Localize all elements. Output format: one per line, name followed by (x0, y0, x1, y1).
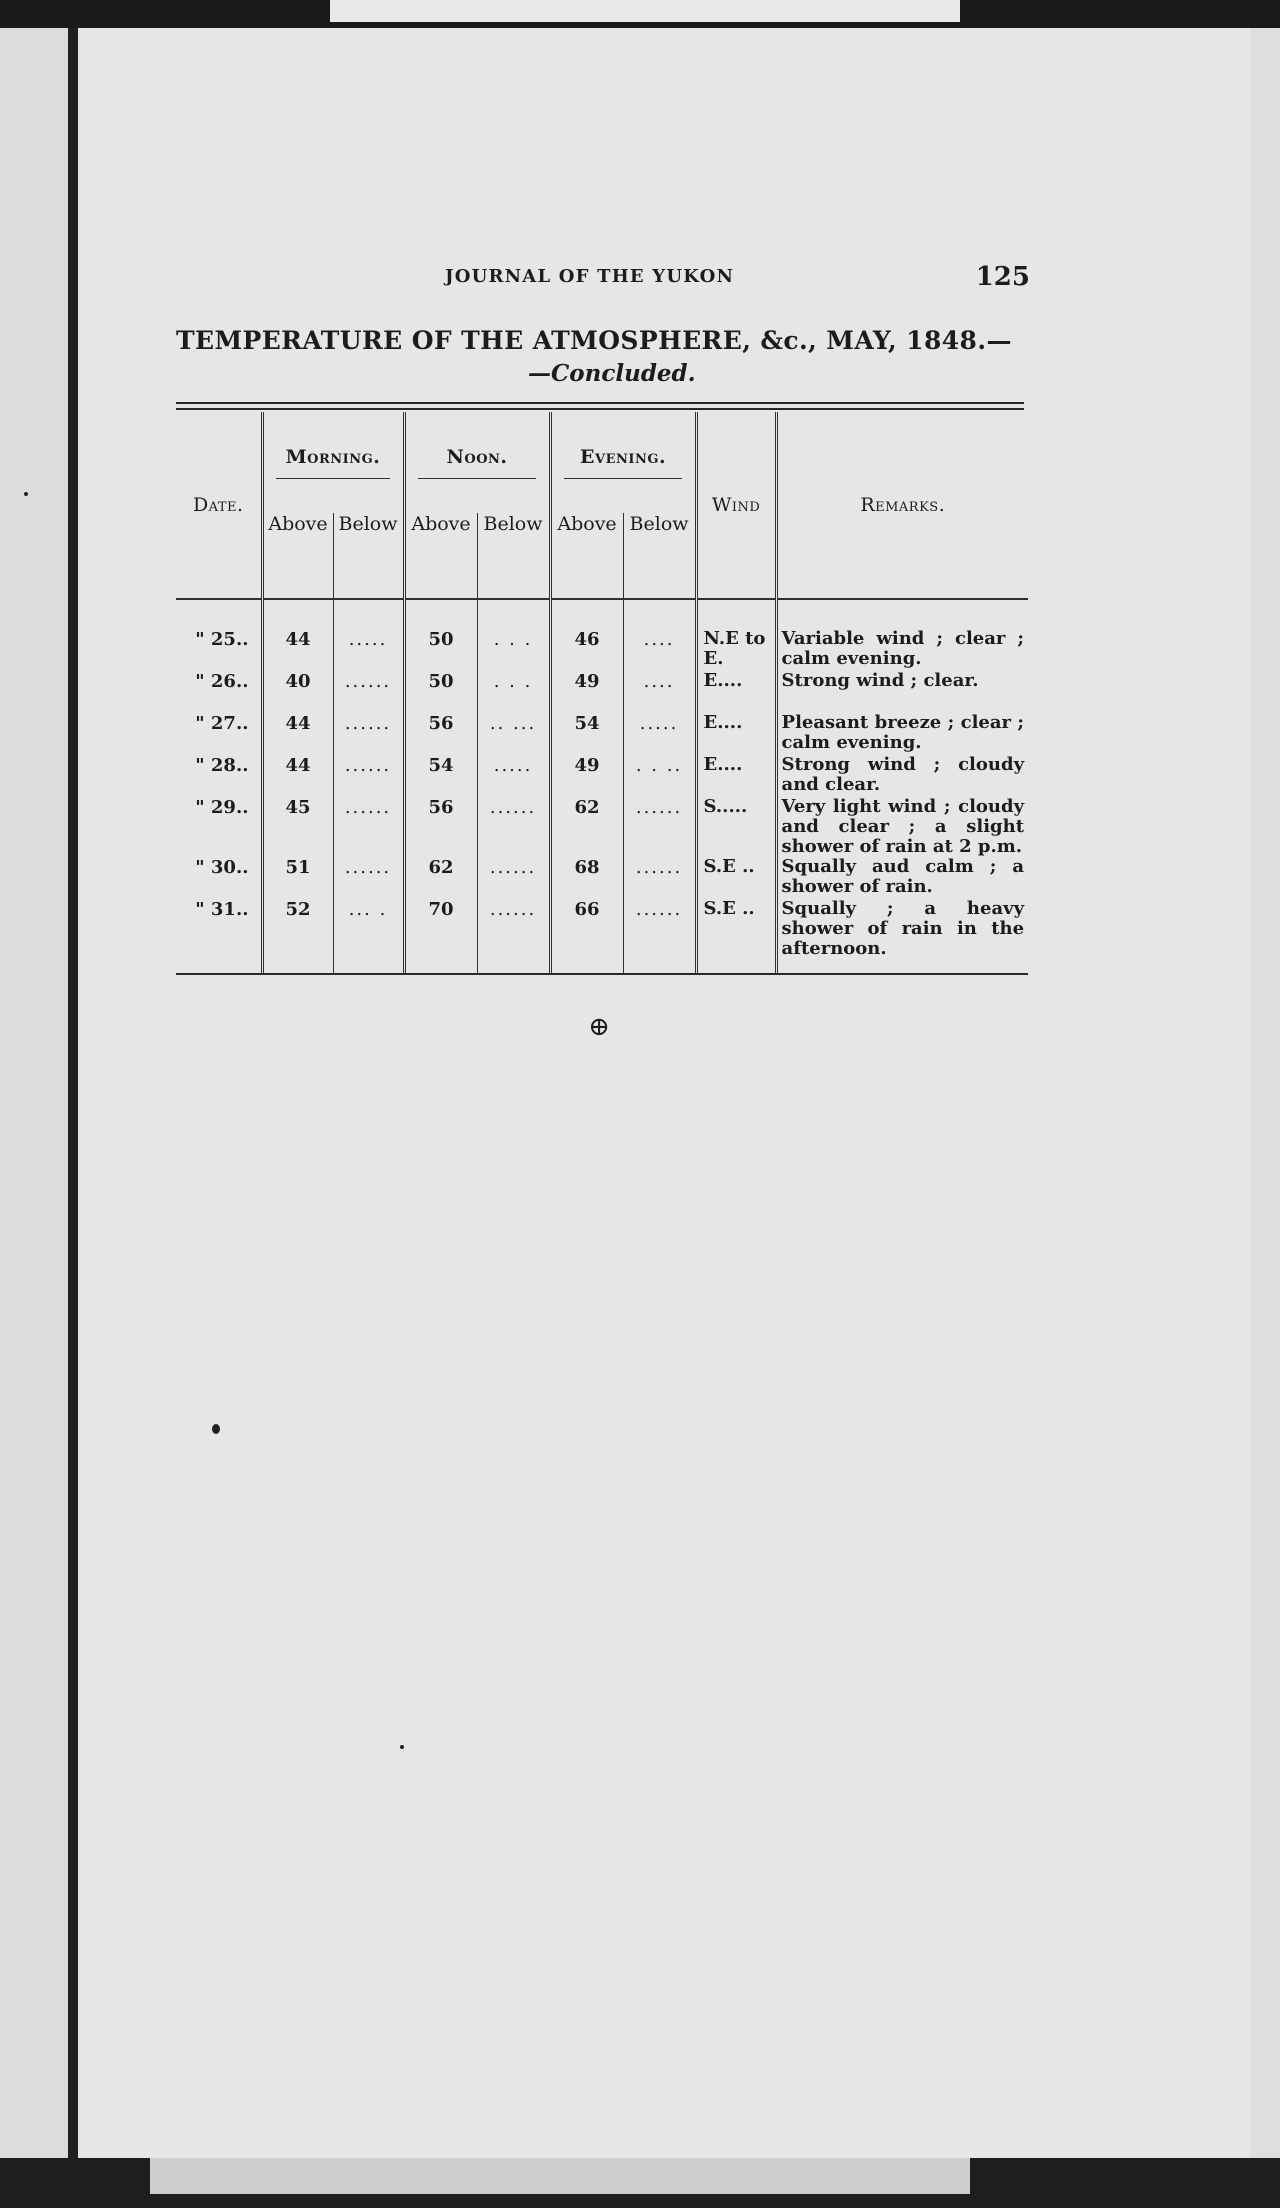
remarks-cell: Pleasant breeze ; clear ; calm evening. (776, 713, 1028, 755)
morning-header-label: Morning. (285, 445, 381, 468)
remarks-cell: Variable wind ; clear ; calm evening. (776, 629, 1028, 671)
morning-below-cell: ...... (333, 797, 404, 857)
evening-below-header: Below (623, 513, 696, 599)
date-header: Date. (192, 494, 244, 516)
table-row (176, 671, 1028, 713)
wind-cell: N.E to E. (696, 629, 776, 671)
remarks-cell: Squally ; a heavy shower of rain in the afternoon. (776, 899, 1028, 959)
evening-above-cell: 68 (550, 857, 623, 899)
table-row (176, 857, 1028, 899)
morning-header (262, 412, 404, 513)
running-head: JOURNAL OF THE YUKON (445, 266, 735, 287)
evening-above-cell: 46 (550, 629, 623, 671)
evening-below-cell: ...... (623, 857, 696, 899)
evening-below-cell: .... (623, 671, 696, 713)
row-date: " 26.. (195, 671, 249, 692)
header-rule-row (176, 599, 1028, 629)
table-title: TEMPERATURE OF THE ATMOSPHERE, &c., MAY, 1848.— (176, 326, 1012, 355)
bottom-scan-edge (0, 2158, 1280, 2208)
noon-below-cell: . . . (477, 629, 550, 671)
noon-below-cell: ...... (477, 797, 550, 857)
evening-below-cell: ...... (623, 899, 696, 959)
noon-above-cell: 62 (404, 857, 477, 899)
evening-above-cell: 49 (550, 671, 623, 713)
wind-cell: S.E .. (696, 857, 776, 899)
remarks-cell: Strong wind ; clear. (776, 671, 1028, 713)
morning-above-cell: 44 (262, 755, 333, 797)
noon-above-cell: 50 (404, 671, 477, 713)
morning-below-cell: ...... (333, 713, 404, 755)
evening-above-cell: 54 (550, 713, 623, 755)
noon-below-cell: ...... (477, 857, 550, 899)
morning-below-cell: ...... (333, 857, 404, 899)
table-row (176, 899, 1028, 959)
noon-above-cell: 56 (404, 797, 477, 857)
noon-above-cell: 50 (404, 629, 477, 671)
wind-header: Wind (696, 412, 776, 599)
wind-cell: S.E .. (696, 899, 776, 959)
bottom-spacer-row (176, 959, 1028, 973)
wind-cell: E.... (696, 671, 776, 713)
evening-below-cell: ..... (623, 713, 696, 755)
table-row (176, 713, 1028, 755)
top-scan-edge (0, 0, 1280, 28)
morning-below-header: Below (333, 513, 404, 599)
noon-below-header: Below (477, 513, 550, 599)
top-double-rule-1 (176, 402, 1024, 404)
wind-cell: E.... (696, 755, 776, 797)
wind-cell: E.... (696, 713, 776, 755)
morning-above-header: Above (262, 513, 333, 599)
ink-speck (400, 1745, 404, 1749)
noon-below-cell: ...... (477, 899, 550, 959)
evening-above-cell: 62 (550, 797, 623, 857)
evening-above-cell: 49 (550, 755, 623, 797)
evening-header (550, 412, 696, 513)
bottom-scan-tab (150, 2158, 970, 2194)
remarks-header: Remarks. (776, 412, 1028, 599)
row-date: " 29.. (195, 797, 249, 818)
noon-above-header: Above (404, 513, 477, 599)
left-scan-margin (0, 28, 70, 2158)
evening-above-cell: 66 (550, 899, 623, 959)
noon-above-cell: 56 (404, 713, 477, 755)
row-date: " 25.. (195, 629, 249, 650)
noon-header (404, 412, 550, 513)
bottom-rule (176, 973, 1028, 975)
wind-cell: S..... (696, 797, 776, 857)
table-row (176, 755, 1028, 797)
remarks-cell: Very light wind ; cloudy and clear ; a slight shower of rain at 2 p.m. (776, 797, 1028, 857)
morning-below-cell: ...... (333, 671, 404, 713)
table-row (176, 629, 1028, 671)
page-number: 125 (975, 262, 1030, 292)
top-scan-tab (330, 0, 960, 22)
morning-above-cell: 44 (262, 629, 333, 671)
ink-speck (212, 1424, 220, 1434)
noon-below-cell: ..... (477, 755, 550, 797)
ink-speck (24, 492, 28, 496)
table-subtitle: —Concluded. (528, 360, 696, 387)
temperature-table (176, 412, 1028, 975)
noon-above-cell: 70 (404, 899, 477, 959)
evening-above-header: Above (550, 513, 623, 599)
row-date: " 27.. (195, 713, 249, 734)
binding-edge (68, 28, 78, 2158)
morning-below-cell: ..... (333, 629, 404, 671)
morning-above-cell: 52 (262, 899, 333, 959)
morning-above-cell: 51 (262, 857, 333, 899)
row-date: " 30.. (195, 857, 249, 878)
row-date: " 31.. (195, 899, 249, 920)
morning-above-cell: 44 (262, 713, 333, 755)
remarks-cell: Strong wind ; cloudy and clear. (776, 755, 1028, 797)
noon-above-cell: 54 (404, 755, 477, 797)
ornament-icon: ⊕ (588, 1012, 610, 1042)
evening-below-cell: . . .. (623, 755, 696, 797)
morning-below-cell: ...... (333, 755, 404, 797)
evening-header-label: Evening. (580, 445, 667, 468)
noon-header-label: Noon. (446, 445, 508, 468)
noon-below-cell: . . . (477, 671, 550, 713)
top-double-rule-2 (176, 408, 1024, 410)
morning-above-cell: 40 (262, 671, 333, 713)
evening-below-cell: .... (623, 629, 696, 671)
right-scan-margin (1250, 28, 1280, 2158)
row-date: " 28.. (195, 755, 249, 776)
morning-below-cell: ... . (333, 899, 404, 959)
morning-above-cell: 45 (262, 797, 333, 857)
remarks-cell: Squally aud calm ; a shower of rain. (776, 857, 1028, 899)
table-row (176, 797, 1028, 857)
noon-below-cell: .. ... (477, 713, 550, 755)
evening-below-cell: ...... (623, 797, 696, 857)
